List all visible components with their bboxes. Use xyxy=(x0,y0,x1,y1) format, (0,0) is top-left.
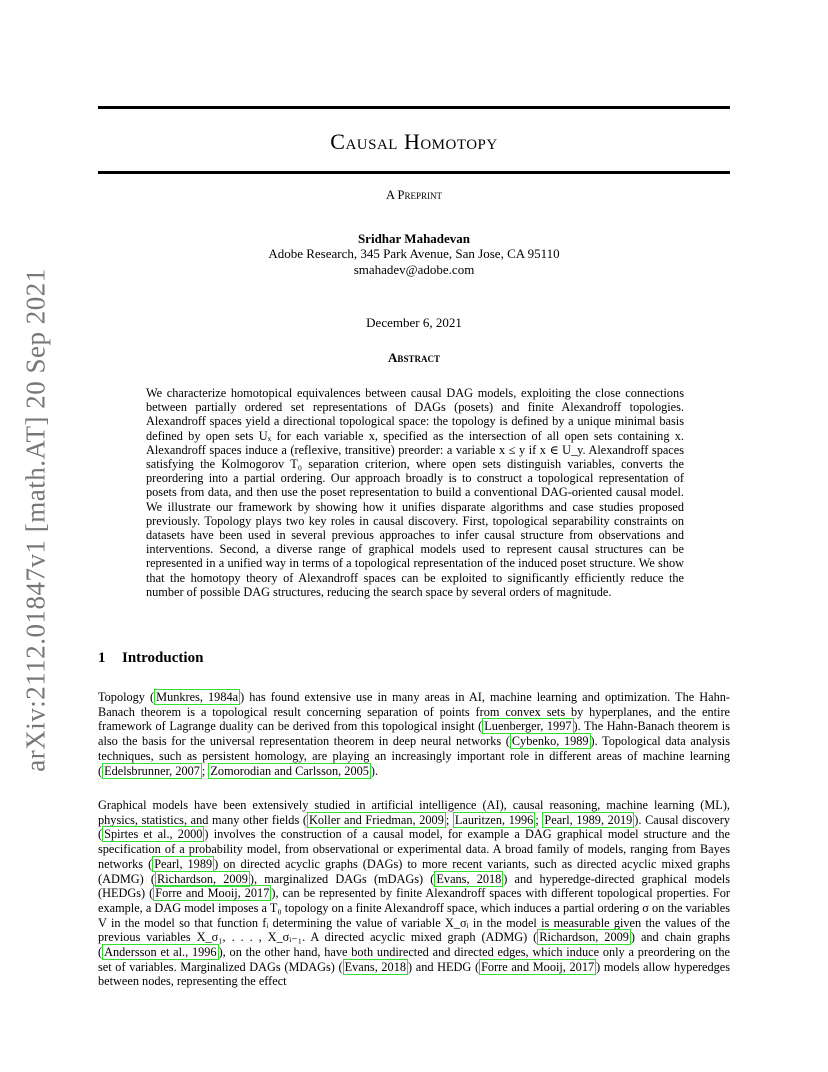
paper-title: Causal Homotopy xyxy=(330,129,498,154)
citation-link[interactable]: Edelsbrunner, 2007 xyxy=(104,763,200,778)
abstract-text: We characterize homotopical equivalences between causal DAG models, exploiting the close connections between partially ordered set representations of DAGs (posets) and finite Alexandroff topologies. Alexandroff spaces yield a directional topological space: the topology is defined by a unique minimal basis defined by open sets Uₓ for each variable x, specified as the intersection of all open sets containing x. Alexandroff spaces induce a (reflexive, transitive) preorder: a variable x ≤ y if x ∈ U_y. Alexandroff spaces satisfying the Kolmogorov T₀ separation criterion, where open sets distinguish variables, converts the preordering into a partial ordering. Our approach broadly is to construct a topological representation of posets from data, and then use the poset representation to build a conventional DAG-oriented causal model. We illustrate our framework by showing how it unifies disparate algorithms and case studies proposed previously. Topology plays two key roles in causal discovery. First, topological separability constraints on datasets have been used in several previous approaches to infer causal structure from observations and interventions. Second, a diverse range of graphical models used to represent causal structures can be represented in a unified way in terms of a topological representation of the induced poset structure. We show that the homotopy theory of Alexandroff spaces can be exploited to significantly efficiently reduce the number of possible DAG structures, reducing the search space by several orders of magnitude. xyxy=(146,386,684,599)
citation-link[interactable]: Munkres, 1984a xyxy=(156,690,239,704)
intro-paragraph-1 xyxy=(98,690,730,778)
citation-link[interactable]: Pearl, 1989, 2019 xyxy=(544,812,633,827)
paragraph-text: ). Causal discovery ( xyxy=(98,812,730,842)
paragraph-text: ) has found extensive use in many areas in AI, machine learning and optimization. The Hahn-Banach theorem is a topological result concerning separation of points from convex sets by hyperplanes, and the entire framework of Lagrange duality can be derived from this topological insight ( xyxy=(98,690,730,734)
arxiv-identifier: arXiv:2112.01847v1 [math.AT] 20 Sep 2021 xyxy=(20,268,51,772)
paragraph-text: Topology ( xyxy=(98,690,155,704)
citation-link[interactable]: Andersson et al., 1996 xyxy=(104,945,217,960)
section-heading xyxy=(98,650,203,667)
paragraph-text: ) and hyperedge-directed graphical models (HEDGs) ( xyxy=(98,871,730,901)
section-title: Introduction xyxy=(122,650,204,666)
paragraph-text: ), can be represented by finite Alexandroff spaces with different topological properties. For example, a DAG model imposes a T₀ topology on a finite Alexandroff space, which induces a partial ordering σ on the variables V in the model so that function fᵢ determining the value of variable X_σᵢ in the model is measurable given the values of the previous variables X_σ₁, . . . , X_σᵢ₋₁. A directed acyclic mixed graph (ADMG) ( xyxy=(98,886,730,945)
citation-link[interactable]: Luenberger, 1997 xyxy=(484,719,572,734)
paragraph-text: ), marginalized DAGs (mDAGs) ( xyxy=(249,871,435,886)
citation-link[interactable]: Forre and Mooij, 2017 xyxy=(155,886,270,901)
citation-link[interactable]: Cybenko, 1989 xyxy=(511,734,589,749)
paragraph-text: ) on directed acyclic graphs (DAGs) to more recent variants, such as directed acyclic mixed graphs (ADMG) ( xyxy=(98,856,731,886)
title-rule-top xyxy=(98,106,730,109)
citation-link[interactable]: Richardson, 2009 xyxy=(157,871,248,886)
citation-link[interactable]: Koller and Friedman, 2009 xyxy=(308,812,444,827)
paragraph-text: ), on the other hand, have both undirected and directed edges, which induce only a preordering on the set of variables. Marginalized DAGs (MDAGs) ( xyxy=(98,945,731,974)
citation-link[interactable]: Spirtes et al., 2000 xyxy=(104,827,203,842)
paragraph-text: ; xyxy=(201,763,209,778)
paragraph-text: ) involves the construction of a causal model, for example a DAG graphical model structure and the specification of a probability model, from observational or experimental data. A broad family of models, ranging from Bayes networks ( xyxy=(98,827,731,871)
citation-link[interactable]: Forre and Mooij, 2017 xyxy=(481,959,595,974)
paragraph-text: ; xyxy=(535,812,543,827)
intro-paragraph-2 xyxy=(98,798,730,989)
paragraph-text: ). The Hahn-Banach theorem is also the basis for the universal representation theorem in deep neural networks ( xyxy=(98,719,730,749)
paragraph-text: ) and chain graphs ( xyxy=(98,930,730,960)
author-name: Sridhar Mahadevan xyxy=(357,231,471,246)
citation-link[interactable]: Evans, 2018 xyxy=(436,871,502,886)
section-number: 1 xyxy=(98,650,106,666)
paper-date: December 6, 2021 xyxy=(366,315,462,330)
paragraph-text: ) and HEDG ( xyxy=(408,959,480,974)
paragraph-text: ) models allow hyperedges between nodes, representing the effect xyxy=(98,959,730,989)
preprint-label: A Preprint xyxy=(386,188,442,202)
citation-link[interactable]: Zomorodian and Carlsson, 2005 xyxy=(210,763,369,778)
paragraph-text: ). Topological data analysis techniques, such as persistent homology, are playing an increasingly important role in different areas of machine learning ( xyxy=(98,734,730,778)
citation-link[interactable]: Pearl, 1989 xyxy=(154,856,213,871)
paragraph-text: Graphical models have been extensively studied in artificial intelligence (AI), causal reasoning, machine learning (ML), physics, statistics, and many other fields ( xyxy=(98,798,730,827)
citation-link[interactable]: Richardson, 2009 xyxy=(539,930,629,945)
citation-link[interactable]: Lauritzen, 1996 xyxy=(454,812,534,827)
author-email: smahadev@adobe.com xyxy=(353,262,475,277)
abstract-heading: Abstract xyxy=(388,350,440,365)
author-affiliation: Adobe Research, 345 Park Avenue, San Jose, CA 95110 xyxy=(268,246,560,261)
title-rule-bottom xyxy=(98,171,730,174)
paragraph-text: ; xyxy=(445,812,453,827)
paragraph-text: ). xyxy=(370,763,379,778)
citation-link[interactable]: Evans, 2018 xyxy=(344,959,407,974)
